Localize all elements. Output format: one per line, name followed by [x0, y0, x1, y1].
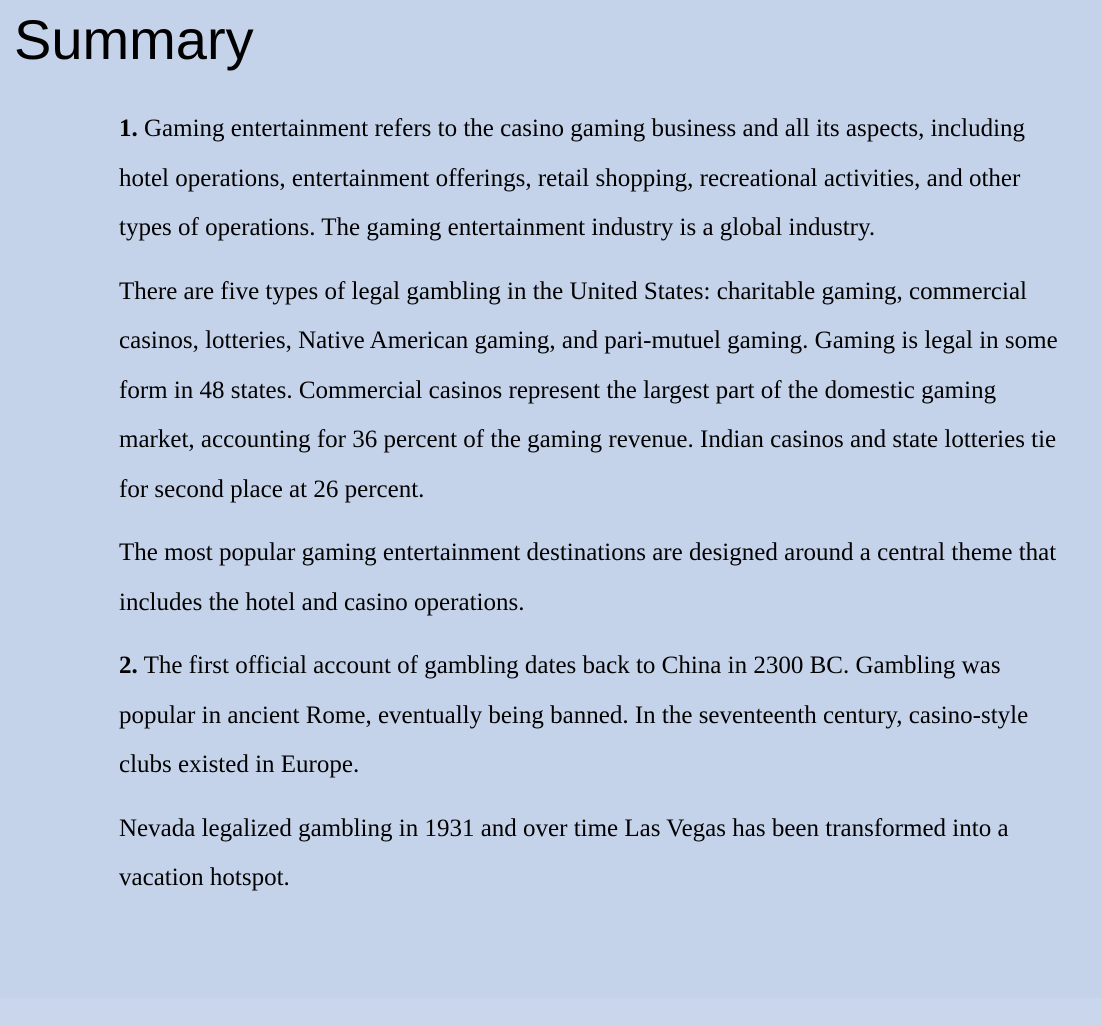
paragraph: Nevada legalized gambling in 1931 and over time Las Vegas has been transformed into a vacation hotspot. [119, 814, 1009, 891]
summary-content [119, 104, 1069, 917]
paragraph: The most popular gaming entertainment destinations are designed around a central theme that includes the hotel and casino operations. [119, 539, 1057, 616]
paragraph [119, 104, 1069, 253]
paragraph-text: The first official account of gambling dates back to China in 2300 BC. Gambling was popular in ancient Rome, eventually being banned. In the seventeenth century, casino-style clubs existed in Europe. [119, 652, 1029, 778]
page-title: Summary [14, 8, 254, 71]
paragraph: There are five types of legal gambling in the United States: charitable gaming, commercial casinos, lotteries, Native American gaming, and pari-mutuel gaming. Gaming is legal in some form in 48 states. Commercial casinos represent the largest part of the domestic gaming market, accounting for 36 percent of the gaming revenue. Indian casinos and state lotteries tie for second place at 26 percent. [119, 277, 1058, 503]
bottom-strip [0, 998, 1102, 1026]
section-number: 1. [119, 115, 138, 142]
section-number: 2. [119, 652, 138, 679]
paragraph-text: Gaming entertainment refers to the casino gaming business and all its aspects, including hotel operations, entertainment offerings, retail shopping, recreational activities, and other types of operations. The gaming entertainment industry is a global industry. [119, 115, 1026, 241]
paragraph [119, 641, 1069, 790]
